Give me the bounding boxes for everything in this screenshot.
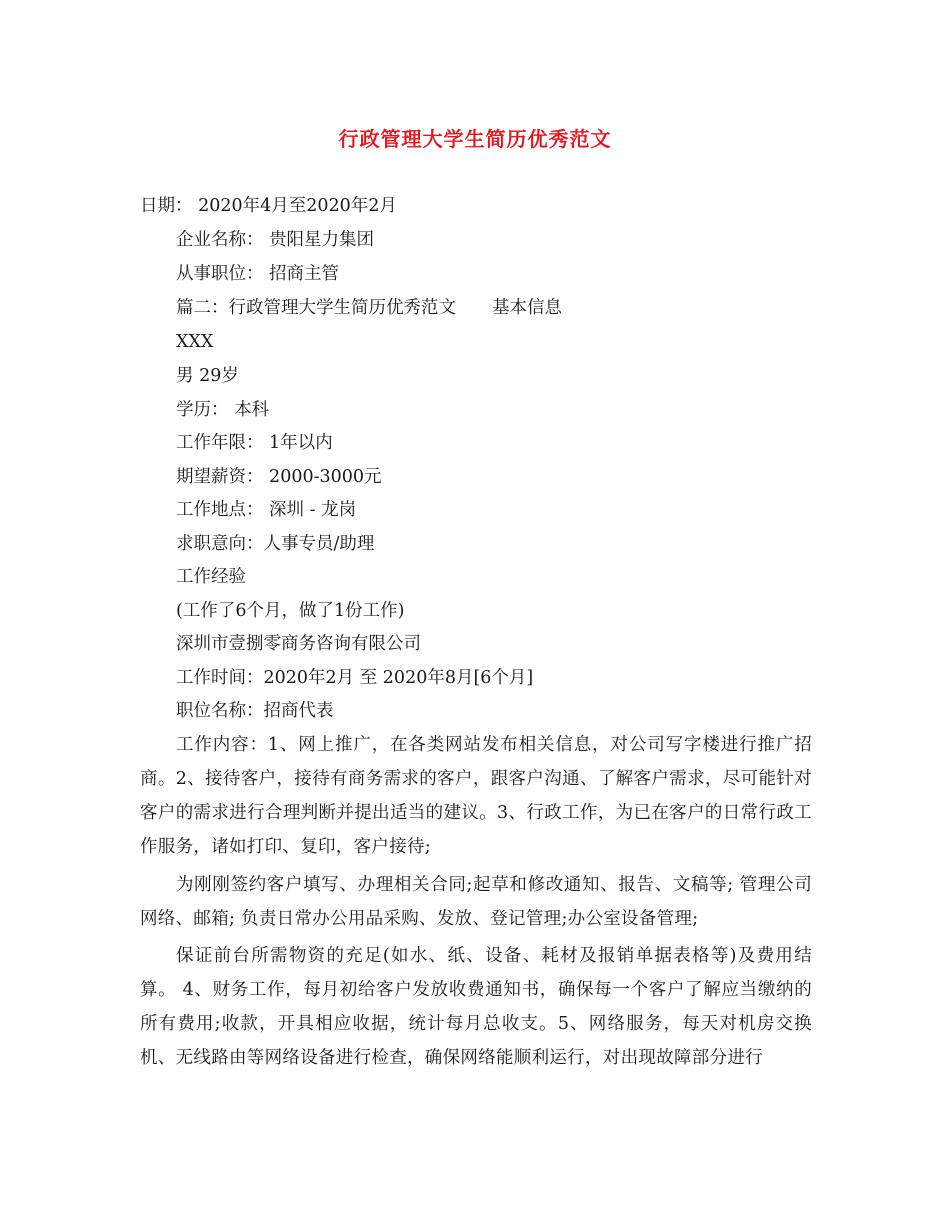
section2-title: 篇二：行政管理大学生简历优秀范文 [176,298,456,318]
education-line: 学历： 本科 [176,400,270,420]
salary-line: 期望薪资： 2000-3000元 [176,467,382,487]
company-line: 企业名称： 贵阳星力集团 [176,230,375,250]
finance-network-paragraph: 保证前台所需物资的充足(如水、纸、设备、耗材及报销单据表格等)及费用结算。 4、财务工作，每月初给客户发放收费通知书，确保每一个客户了解应当缴纳的所有费用;收款，开具相应收据，统计每月总收支。5、网络服务，每天对机房交换机、无线路由等网络设备进行检查，确保网络能顺利运行，对出现故障部分进行 [140,946,812,1068]
position-line: 从事职位： 招商主管 [176,264,340,284]
employer-line: 深圳市壹捌零商务咨询有限公司 [176,634,421,654]
location-line: 工作地点： 深圳 - 龙岗 [176,500,357,520]
intention-line: 求职意向：人事专员/助理 [176,534,375,554]
document-title: 行政管理大学生简历优秀范文 [338,127,612,151]
gender-age-line: 男 29岁 [176,366,239,386]
contract-duties-paragraph: 为刚刚签约客户填写、办理相关合同;起草和修改通知、报告、文稿等; 管理公司网络、邮箱; 负责日常办公用品采购、发放、登记管理;办公室设备管理; [140,875,812,929]
section2-heading [176,296,562,320]
experience-summary: (工作了6个月，做了1份工作) [176,601,405,621]
date-line: 日期： 2020年4月至2020年2月 [140,196,397,216]
work-years-line: 工作年限： 1年以内 [176,433,333,453]
work-time-line: 工作时间：2020年2月 至 2020年8月[6个月] [176,668,534,688]
experience-heading: 工作经验 [176,567,246,587]
work-content-paragraph: 工作内容：1、网上推广，在各类网站发布相关信息，对公司写字楼进行推广招商。2、接待客户，接待有商务需求的客户，跟客户沟通、了解客户需求，尽可能针对客户的需求进行合理判断并提出适当的建议。3、行政工作，为已在客户的日常行政工作服务，诸如打印、复印，客户接待; [140,735,812,857]
job-title-line: 职位名称：招商代表 [176,701,334,721]
name-line: XXX [176,332,214,352]
section2-subtitle: 基本信息 [492,298,562,318]
